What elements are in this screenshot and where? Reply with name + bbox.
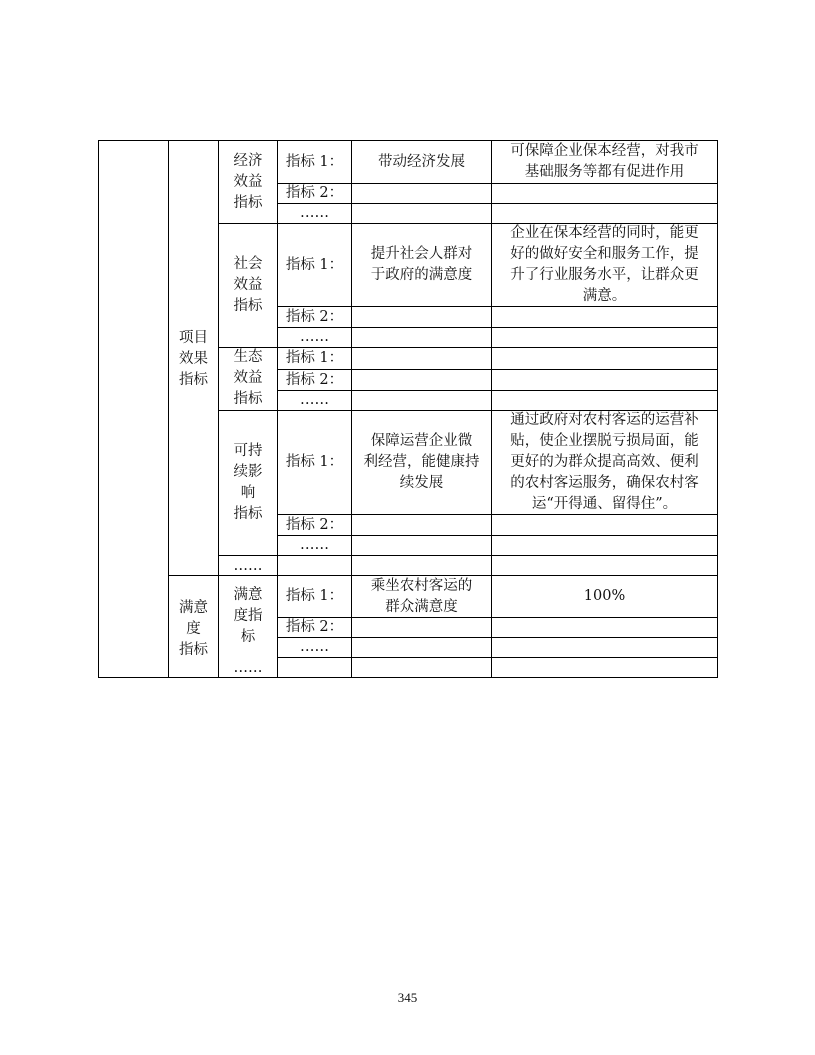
indicator-label: 指标 2：	[285, 516, 344, 533]
group-social: 社会 效益 指标	[233, 255, 263, 314]
group-satisfaction: 满意 度指 标	[233, 586, 263, 645]
indicator-label: 指标 1：	[285, 256, 344, 273]
indicator-label: ……	[300, 329, 329, 345]
indicator-label: ……	[300, 537, 329, 553]
indicator-content: 提升社会人群对 于政府的满意度	[370, 246, 473, 283]
indicator-label: ……	[300, 392, 329, 408]
category-effect: 项目 效果 指标	[179, 329, 208, 388]
indicator-target: 可保障企业保本经营，对我市 基础服务等都有促进作用	[510, 143, 699, 180]
indicator-label: 指标 1：	[285, 588, 344, 604]
group-ellipsis: ……	[233, 659, 263, 676]
category-satisfaction: 满意 度 指标	[179, 599, 208, 658]
indicator-target: 企业在保本经营的同时，能更 好的做好安全和服务工作，提 升了行业服务水平，让群众更 满意。	[510, 225, 699, 304]
group-ellipsis: ……	[233, 557, 263, 574]
page-number: 345	[397, 990, 418, 1005]
indicator-content: 带动经济发展	[378, 153, 465, 170]
indicator-target: 100%	[583, 588, 626, 604]
group-economic: 经济 效益 指标	[233, 152, 263, 211]
indicator-label: 指标 1：	[285, 153, 344, 170]
indicator-target: 通过政府对农村客运的运营补 贴，使企业摆脱亏损局面，能 更好的为群众提高高效、便利 的农村客运服务，确保农村客 运“开得通、留得住”。	[510, 412, 699, 512]
indicator-label: 指标 2：	[285, 308, 344, 325]
indicator-label: 指标 1：	[285, 350, 344, 366]
indicator-label: 指标 1：	[285, 454, 344, 470]
indicator-content: 乘坐农村客运的 群众满意度	[370, 577, 473, 615]
indicator-label: 指标 2：	[285, 371, 344, 388]
group-sustainable: 可持 续影 响 指标	[233, 443, 263, 522]
indicator-label: 指标 2：	[285, 185, 344, 201]
indicator-label: ……	[300, 205, 329, 221]
group-ecological: 生态 效益 指标	[233, 349, 263, 407]
indicator-label: ……	[300, 639, 329, 655]
indicator-label: 指标 2：	[285, 619, 344, 635]
indicator-content: 保障运营企业微 利经营，能健康持 续发展	[363, 433, 480, 491]
